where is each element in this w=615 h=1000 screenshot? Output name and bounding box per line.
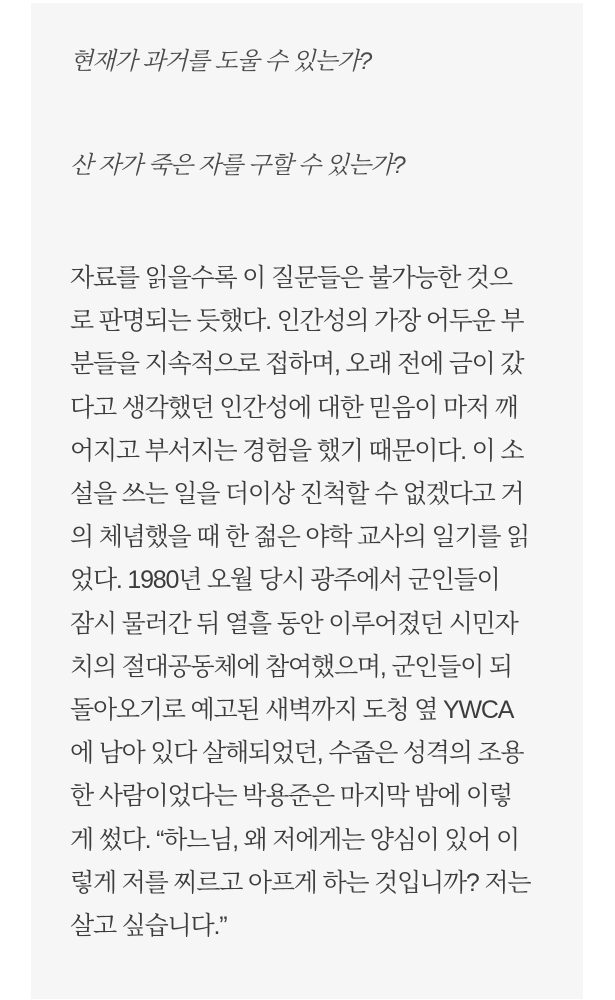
paragraph-line: 분들을 지속적으로 접하며, 오래 전에 금이 갔 bbox=[70, 350, 524, 379]
paragraph-line: 었다. 1980년 오월 당시 광주에서 군인들이 bbox=[70, 566, 500, 595]
paragraph-line: 설을 쓰는 일을 더이상 진척할 수 없겠다고 거 bbox=[70, 480, 524, 509]
paragraph-line: 한 사람이었다는 박용준은 마지막 밤에 이렇 bbox=[70, 782, 512, 811]
paragraph-line: 살고 싶습니다.” bbox=[70, 912, 227, 941]
paragraph-line: 의 체념했을 때 한 젊은 야학 교사의 일기를 읽 bbox=[70, 523, 530, 552]
paragraph-line: 다고 생각했던 인간성에 대한 믿음이 마저 깨 bbox=[70, 393, 518, 422]
epigraph-question-2: 산 자가 죽은 자를 구할 수 있는가? bbox=[70, 152, 405, 179]
paragraph-line: 자료를 읽을수록 이 질문들은 불가능한 것으 bbox=[70, 264, 512, 292]
paragraph-line: 돌아오기로 예고된 새벽까지 도청 옆 YWCA bbox=[70, 696, 514, 725]
ebook-page bbox=[31, 3, 583, 999]
paragraph-line: 잠시 물러간 뒤 열흘 동안 이루어졌던 시민자 bbox=[70, 609, 518, 638]
paragraph-line: 에 남아 있다 살해되었던, 수줍은 성격의 조용 bbox=[70, 739, 524, 768]
paragraph-line: 치의 절대공동체에 참여했으며, 군인들이 되 bbox=[70, 652, 512, 681]
paragraph-line: 어지고 부서지는 경험을 했기 때문이다. 이 소 bbox=[70, 436, 524, 465]
body-paragraph bbox=[70, 257, 570, 948]
epigraph-question-1: 현재가 과거를 도울 수 있는가? bbox=[70, 48, 372, 75]
paragraph-line: 로 판명되는 듯했다. 인간성의 가장 어두운 부 bbox=[70, 307, 524, 336]
paragraph-line: 게 썼다. “하느님, 왜 저에게는 양심이 있어 이 bbox=[70, 825, 519, 854]
paragraph-line: 렇게 저를 찌르고 아프게 하는 것입니까? 저는 bbox=[70, 868, 531, 897]
